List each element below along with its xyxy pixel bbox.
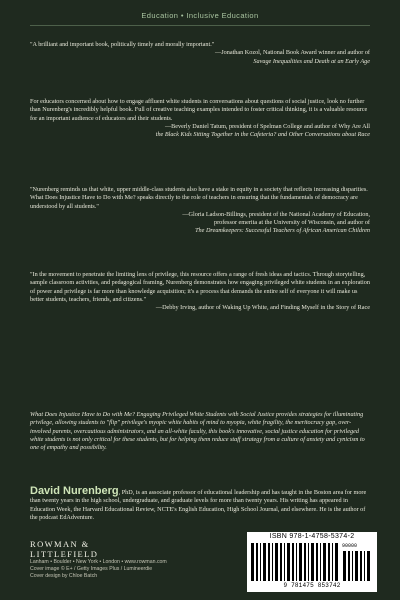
publisher-locations: Lanham • Boulder • New York • London [30, 559, 120, 565]
blurb-quote: "Nurenberg reminds us that white, upper middle-class students also have a stake in equity in a society that reflects increasing disparities. What Does Injustice Have to Do with Me? speaks directly to the role of teachers in ensuring that the fundamentals of democracy are understood by all students." [30, 186, 368, 210]
author-bio-text: , PhD, is an associate professor of educational leadership and has taught in the Boston area for more than twenty years in the high school, undergraduate, and graduate levels for more than twenty years. His writing has appeared in Education Week, the Harvard Educational Review, NCTE's English Education, High School Journal, and elsewhere. He is the author of the podcast EdAdventure. [30, 489, 367, 521]
blurb-quote: For educators concerned about how to engage affluent white students in conversations about questions of social justice, look no further than Nurenberg's incredibly helpful book. Full of creative teaching examples intended to foster critical thinking, it is a valuable resource for an important audience of educators and their students. [30, 98, 368, 122]
isbn-label: ISBN 978-1-4758-5374-2 [269, 533, 355, 540]
blurb-attribution [30, 211, 370, 236]
author-bio [30, 487, 370, 522]
publisher-logo-line2: LITTLEFIELD [30, 548, 99, 559]
blurb-attribution [30, 123, 370, 140]
blurb-ladson-billings [30, 186, 370, 236]
price-addon-bars [343, 551, 373, 581]
blurb-quote: "A brilliant and important book, politically timely and morally important." [30, 41, 215, 48]
category-divider [30, 25, 370, 26]
blurb-quote: "In the movement to penetrate the limiting lens of privilege, this resource offers a range of fresh ideas and tactics. Through storytelling, sample classroom activities, and pedagogical framing, Nurenberg demonstrates how engaging privileged white students in an exploration of power and privilege is far more than knowledge acquisition; it's a process that demands the entire self of everyone it will make us better students, teachers, friends, and citizens." [30, 271, 370, 303]
book-description [30, 411, 370, 452]
attribution-line: —Jonathan Kozol, National Book Award winner and author of [215, 49, 370, 57]
author-name: David Nurenberg [30, 485, 119, 497]
attribution-line: —Debby Irving, author of Waking Up White, and Finding Myself in the Story of Race [155, 304, 370, 312]
blurb-kozol [30, 41, 370, 66]
attribution-line: Savage Inequalities and Death at an Early Age [253, 57, 370, 65]
blurb-irving [30, 271, 370, 312]
publisher-tagline: Lanham • Boulder • New York • London • www.rowman.com [30, 559, 167, 565]
attribution-line: The Dreamkeepers: Successful Teachers of African American Children [195, 227, 370, 235]
attribution-line: —Gloria Ladson-Billings, president of the National Academy of Education, [182, 210, 370, 218]
attribution-line: —Beverly Daniel Tatum, president of Spelman College and author of Why Are All [164, 122, 370, 130]
barcode-digits: 9 781475 853742 [283, 582, 341, 589]
publisher-logo-line1: ROWMAN & [30, 539, 90, 549]
attribution-line: the Black Kids Sitting Together in the Cafeteria? and Other Conversations about Race [155, 131, 370, 139]
category-label: Education • Inclusive Education [141, 11, 259, 20]
barcode-bars [251, 543, 339, 581]
attribution-line: professor emerita at the University of Wisconsin, and author of [213, 219, 370, 227]
blurb-tatum [30, 98, 370, 139]
blurb-attribution [30, 49, 370, 66]
publisher-url: www.rowman.com [124, 559, 167, 565]
description-text: What Does Injustice Have to Do with Me? Engaging Privileged White Students with Social Justice provides strategies for illuminating privilege, allowing students to "flip" privilege's myopic white habits of mind to myopia, white fragility, the meritocracy gap, over-involved parents, overcautious administrators, and an all-white faculty, this book's innovative, social justice education for privileged white students is not only critical for these students, but for helping them reduce staff strategy from a culture of anxiety and cynicism to one of empathy and possibility. [30, 411, 365, 452]
publisher-block [30, 540, 190, 580]
cover-image-credit: Cover image © E+ / Getty Images Plus / Lumineerdie [30, 566, 153, 572]
price-code: 90000 [342, 543, 358, 549]
isbn-barcode [247, 532, 377, 592]
publisher-logo [30, 540, 190, 559]
blurb-attribution [30, 304, 370, 312]
cover-design-credit: Cover design by Chloe Batch [30, 573, 98, 579]
